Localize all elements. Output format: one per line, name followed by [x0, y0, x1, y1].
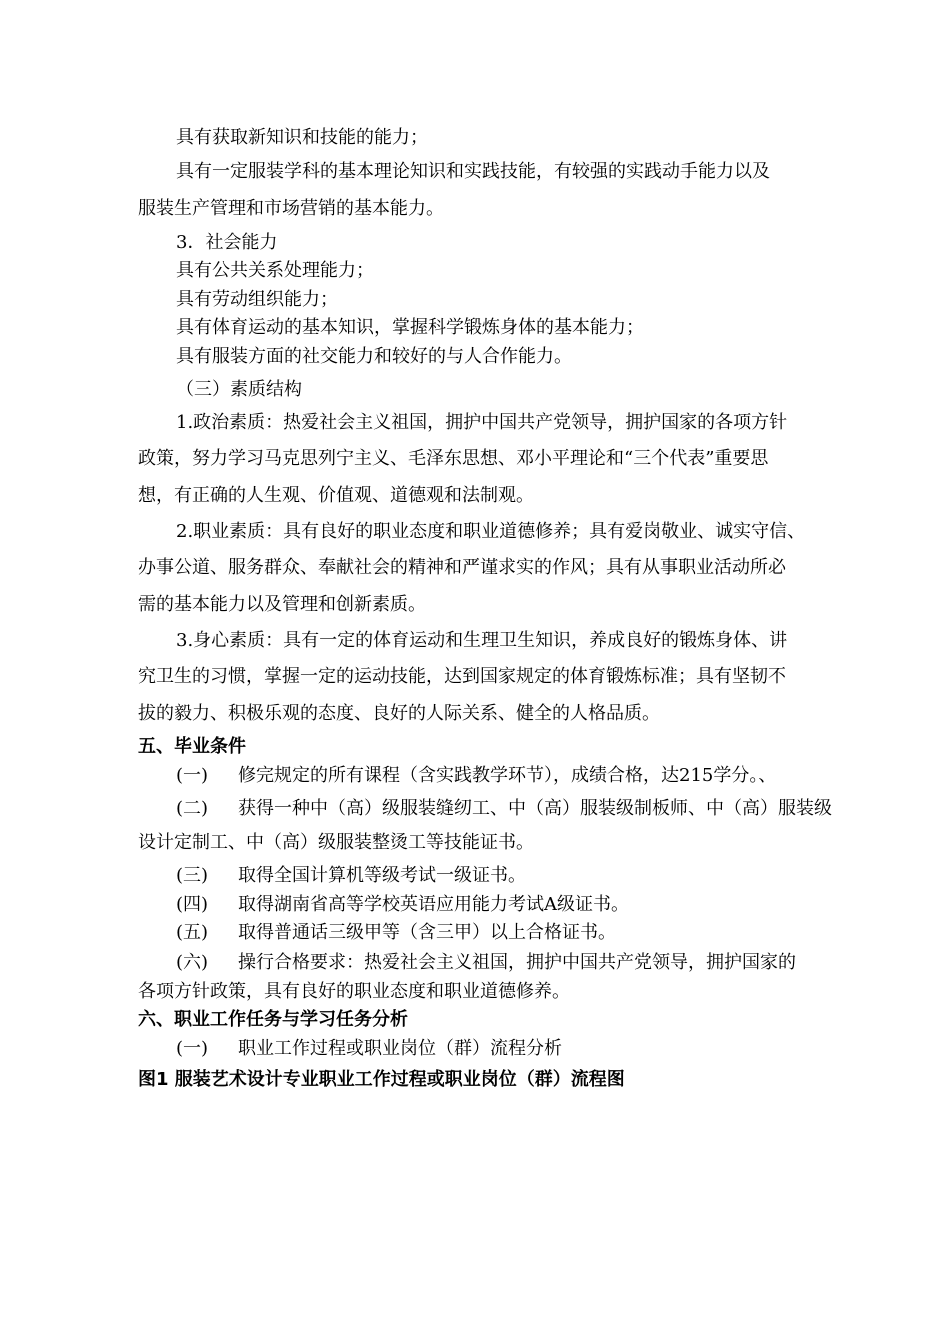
- list-item-number: (四): [176, 894, 209, 915]
- paragraph-line: 具有公共关系处理能力；: [176, 260, 374, 281]
- paragraph-line: 具有获取新知识和技能的能力；: [176, 127, 428, 148]
- subsection-heading: 3．社会能力: [176, 232, 278, 253]
- list-item-text: 职业工作过程或职业岗位（群）流程分析: [238, 1038, 562, 1059]
- list-item-number: (三): [176, 865, 209, 886]
- paragraph-line: 服装生产管理和市场营销的基本能力。: [138, 198, 444, 219]
- subsection-heading: （三）素质结构: [176, 379, 302, 400]
- list-item-number: (二): [176, 798, 209, 819]
- paragraph-line: 具有服装方面的社交能力和较好的与人合作能力。: [176, 346, 572, 367]
- list-item: [176, 864, 526, 888]
- list-item: [176, 951, 796, 975]
- list-item-text: 获得一种中（高）级服装缝纫工、中（高）服装级制板师、中（高）服装级: [238, 798, 832, 819]
- paragraph-line: 具有一定服装学科的基本理论知识和实践技能，有较强的实践动手能力以及: [176, 161, 770, 182]
- list-item: [176, 797, 832, 821]
- paragraph-line: 3.身心素质：具有一定的体育运动和生理卫生知识，养成良好的锻炼身体、讲: [176, 630, 788, 651]
- list-item: [176, 893, 629, 917]
- list-item: [176, 764, 776, 788]
- list-item-number: (一): [176, 1038, 209, 1059]
- list-item-text: 取得湖南省高等学校英语应用能力考试A级证书。: [238, 894, 629, 915]
- paragraph-line: 政策，努力学习马克思列宁主义、毛泽东思想、邓小平理论和“三个代表”重要思: [138, 448, 769, 469]
- list-item-text: 修完规定的所有课程（含实践教学环节），成绩合格，达215学分。、: [238, 765, 777, 786]
- paragraph-line: 具有体育运动的基本知识，掌握科学锻炼身体的基本能力；: [176, 317, 644, 338]
- list-item-number: (一): [176, 765, 209, 786]
- section-heading: 六、职业工作任务与学习任务分析: [138, 1009, 408, 1030]
- list-item-continuation: 设计定制工、中（高）级服装整烫工等技能证书。: [138, 832, 534, 853]
- list-item-text: 取得普通话三级甲等（含三甲）以上合格证书。: [238, 922, 616, 943]
- list-item: [176, 1037, 562, 1061]
- paragraph-line: 想，有正确的人生观、价值观、道德观和法制观。: [138, 485, 534, 506]
- paragraph-line: 1.政治素质：热爱社会主义祖国，拥护中国共产党领导，拥护国家的各项方针: [176, 412, 788, 433]
- paragraph-line: 需的基本能力以及管理和创新素质。: [138, 594, 426, 615]
- paragraph-line: 办事公道、服务群众、奉献社会的精神和严谨求实的作风；具有从事职业活动所必: [138, 557, 786, 578]
- paragraph-line: 拔的毅力、积极乐观的态度、良好的人际关系、健全的人格品质。: [138, 703, 660, 724]
- list-item-text: 操行合格要求：热爱社会主义祖国，拥护中国共产党领导，拥护国家的: [238, 952, 796, 973]
- paragraph-line: 2.职业素质：具有良好的职业态度和职业道德修养；具有爱岗敬业、诚实守信、: [176, 521, 806, 542]
- section-heading: 五、毕业条件: [138, 736, 246, 757]
- paragraph-line: 具有劳动组织能力；: [176, 289, 338, 310]
- list-item: [176, 921, 616, 945]
- list-item-continuation: 各项方针政策，具有良好的职业态度和职业道德修养。: [138, 981, 570, 1002]
- list-item-text: 取得全国计算机等级考试一级证书。: [238, 865, 526, 886]
- list-item-number: (六): [176, 952, 209, 973]
- figure-caption: 图1 服装艺术设计专业职业工作过程或职业岗位（群）流程图: [138, 1069, 625, 1090]
- list-item-number: (五): [176, 922, 209, 943]
- paragraph-line: 究卫生的习惯，掌握一定的运动技能，达到国家规定的体育锻炼标准；具有坚韧不: [138, 666, 786, 687]
